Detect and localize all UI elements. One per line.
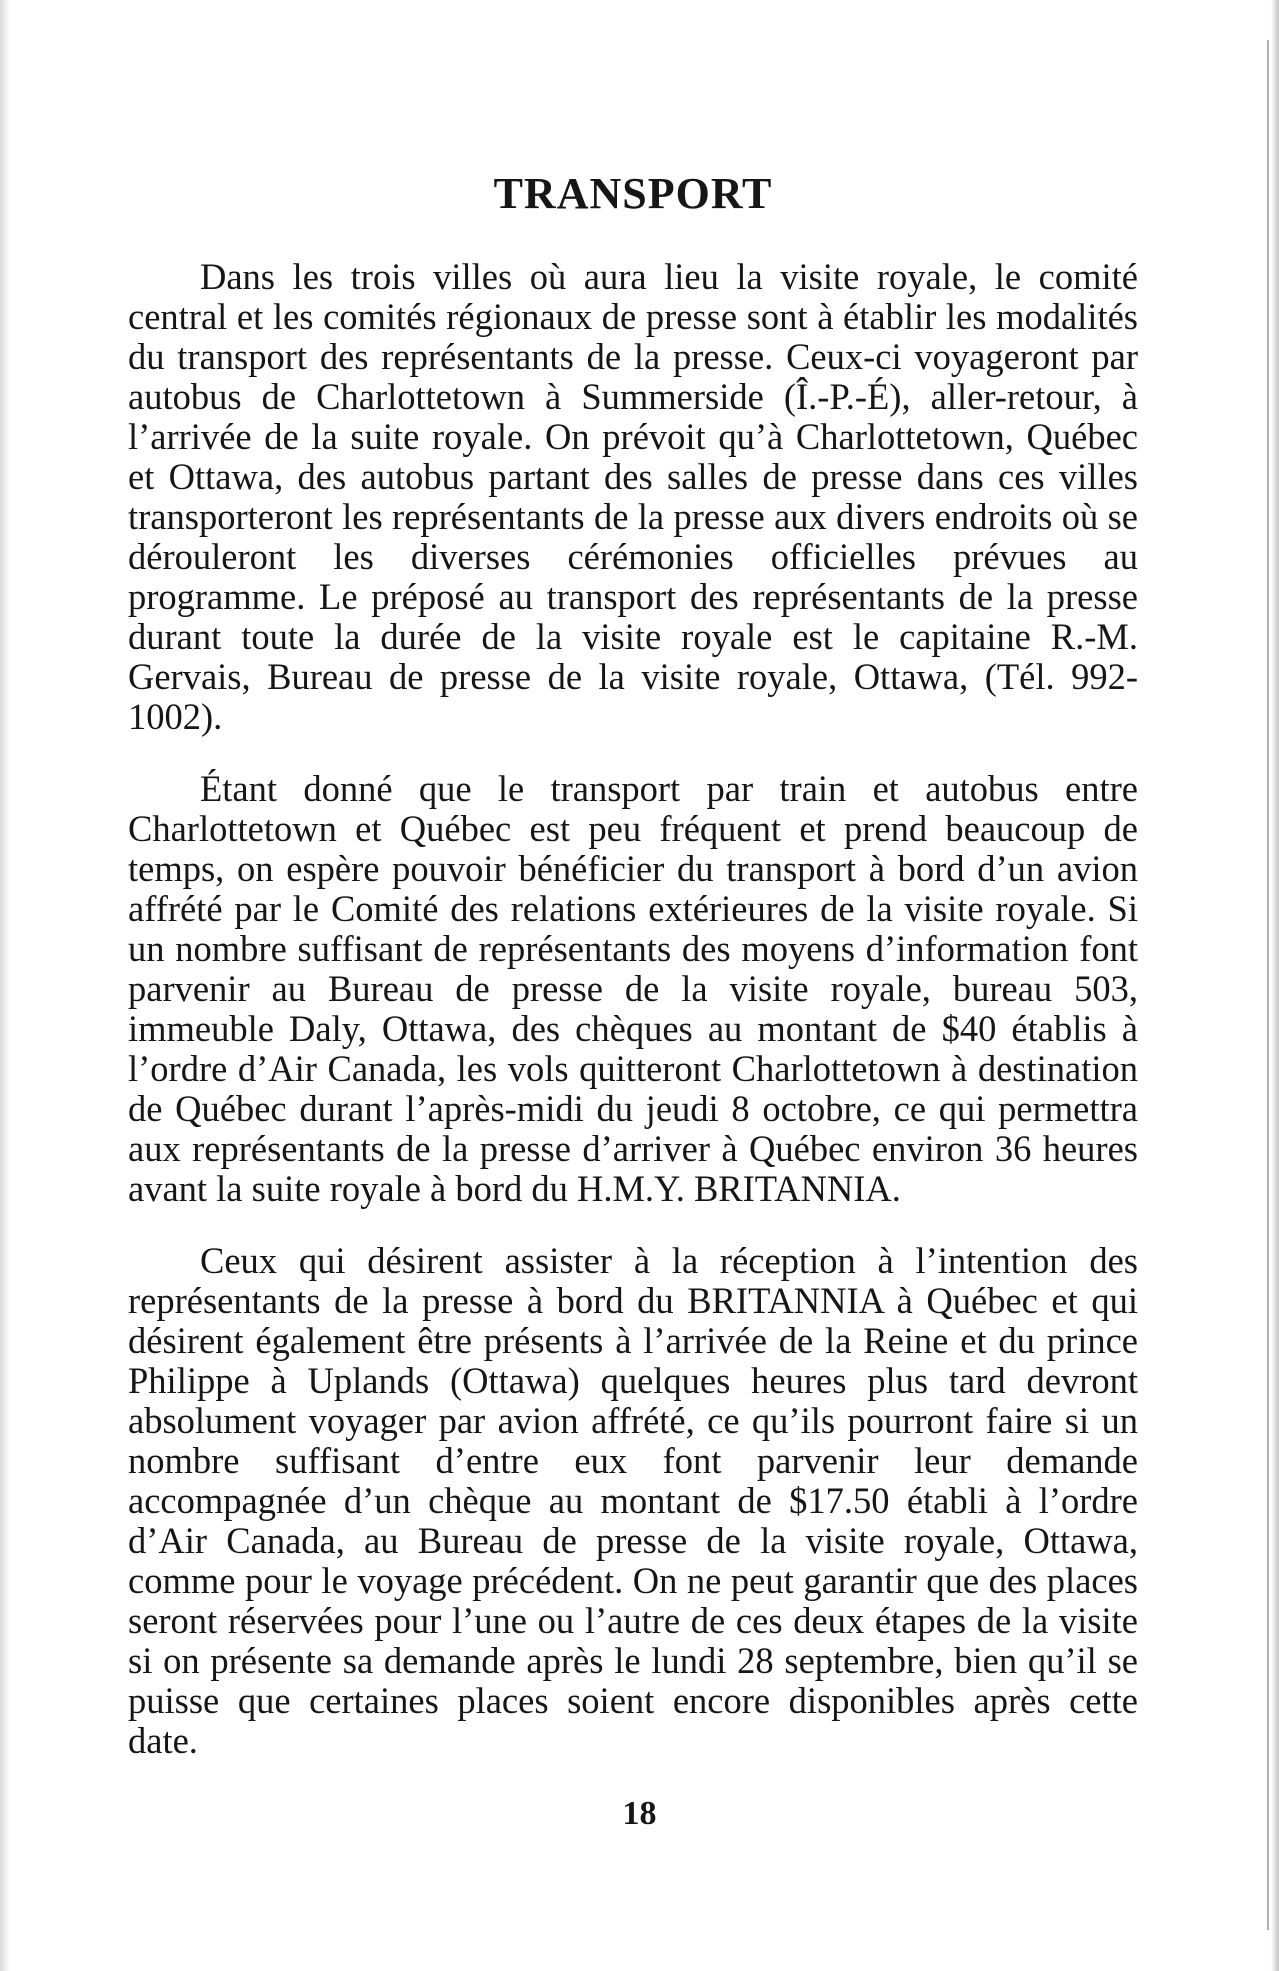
- paragraph-2: Étant donné que le transport par train et autobus entre Charlottetown et Québec est peu fréquent et prend beaucoup de temps, on espère pouvoir bénéficier du transport à bord d’un avion affrété par le Comité des relations extérieures de la visite royale. Si un nombre suffisant de représentants des moyens d’information font parvenir au Bureau de presse de la visite royale, bureau 503, immeuble Daly, Ottawa, des chèques au montant de $40 établis à l’ordre d’Air Canada, les vols quitteront Charlottetown à destination de Québec durant l’après-midi du jeudi 8 octobre, ce qui permettra aux représentants de la presse d’arriver à Québec environ 36 heures avant la suite royale à bord du H.M.Y. BRITANNIA.: [128, 768, 1138, 1209]
- document-page: [128, 150, 1138, 1793]
- page-title: TRANSPORT: [493, 169, 773, 218]
- paragraph-1: Dans les trois villes où aura lieu la visite royale, le comité central et les comités régionaux de presse sont à établir les modalités du transport des représentants de la presse. Ceux-ci voyageront par autobus de Charlottetown à Summerside (Î.-P.-É), aller-retour, à l’arrivée de la suite royale. On prévoit qu’à Charlottetown, Québec et Ottawa, des autobus partant des salles de presse dans ces villes transporteront les représentants de la presse aux divers endroits où se dérouleront les diverses cérémonies officielles prévues au programme. Le préposé au transport des représentants de la presse durant toute la durée de la visite royale est le capitaine R.-M. Gervais, Bureau de presse de la visite royale, Ottawa, (Tél. 992-1002).: [128, 256, 1138, 737]
- page-number: 18: [622, 1795, 657, 1832]
- paragraph-3: Ceux qui désirent assister à la réception à l’intention des représentants de la presse à bord du BRITANNIA à Québec et qui désirent également être présents à l’arrivée de la Reine et du prince Philippe à Uplands (Ottawa) quelques heures plus tard devront absolument voyager par avion affrété, ce qu’ils pourront faire si un nombre suffisant d’entre eux font parvenir leur demande accompagnée d’un chèque au montant de $17.50 établi à l’ordre d’Air Canada, au Bureau de presse de la visite royale, Ottawa, comme pour le voyage précédent. On ne peut garantir que des places seront réservées pour l’une ou l’autre de ces deux étapes de la visite si on présente sa demande après le lundi 28 septembre, bien qu’il se puisse que certaines places soient encore disponibles après cette date.: [128, 1240, 1138, 1761]
- scan-right-edge: [1271, 0, 1279, 1971]
- scan-right-shadow-line: [1267, 40, 1269, 1930]
- scan-left-edge: [0, 0, 10, 1971]
